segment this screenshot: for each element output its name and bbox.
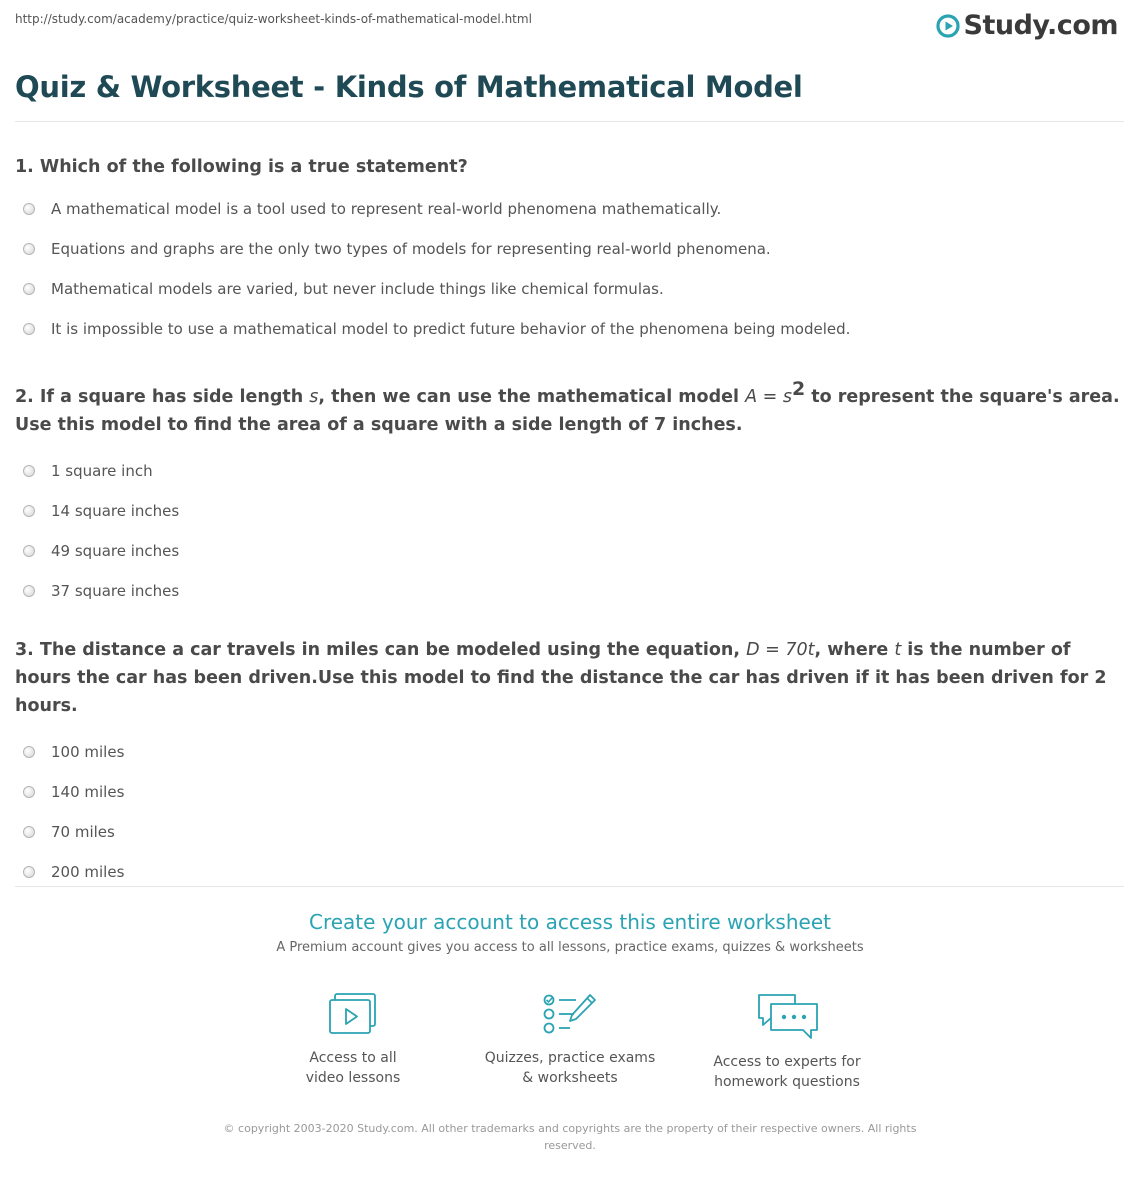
question-3 bbox=[15, 636, 1120, 892]
option-label: 37 square inches bbox=[51, 582, 180, 600]
feature-label: Access to experts for homework questions bbox=[713, 1054, 861, 1090]
radio-button[interactable] bbox=[23, 746, 35, 758]
radio-button[interactable] bbox=[23, 505, 35, 517]
variable-t: t bbox=[894, 640, 902, 660]
option-label: A mathematical model is a tool used to represent real-world phenomena mathematically. bbox=[51, 200, 722, 218]
premium-features bbox=[0, 992, 1140, 1092]
chat-bubbles-icon bbox=[755, 992, 819, 1042]
question-2-part: If a square has side length bbox=[39, 387, 310, 407]
variable-s: s bbox=[309, 387, 319, 407]
cta-divider bbox=[15, 886, 1124, 887]
answer-option[interactable] bbox=[15, 451, 1120, 491]
feature-label: Access to all video lessons bbox=[305, 1050, 401, 1086]
exponent: 2 bbox=[791, 378, 806, 401]
answer-option[interactable] bbox=[15, 531, 1120, 571]
option-label: Equations and graphs are the only two types of models for representing real-world phenomena. bbox=[51, 240, 771, 258]
question-2-number: 2. bbox=[15, 387, 34, 407]
question-3-text bbox=[15, 636, 1120, 720]
radio-button[interactable] bbox=[23, 585, 35, 597]
question-1-options bbox=[15, 189, 1120, 349]
radio-button[interactable] bbox=[23, 826, 35, 838]
answer-option[interactable] bbox=[15, 189, 1120, 229]
page-title: Quiz & Worksheet - Kinds of Mathematical Model bbox=[15, 70, 803, 104]
equals-sign: = bbox=[757, 387, 783, 407]
question-2-part: , then we can use the mathematical model bbox=[318, 387, 746, 407]
option-label: 100 miles bbox=[51, 743, 125, 761]
premium-description: A Premium account gives you access to all lessons, practice exams, quizzes & worksheets bbox=[276, 940, 864, 955]
variable-t: t bbox=[807, 640, 815, 660]
option-label: 200 miles bbox=[51, 863, 125, 881]
radio-button[interactable] bbox=[23, 545, 35, 557]
radio-button[interactable] bbox=[23, 465, 35, 477]
study-logo[interactable] bbox=[936, 10, 1118, 41]
answer-option[interactable] bbox=[15, 269, 1120, 309]
option-label: It is impossible to use a mathematical model to predict future behavior of the phenomena being modeled. bbox=[51, 320, 851, 338]
radio-button[interactable] bbox=[23, 283, 35, 295]
option-label: 70 miles bbox=[51, 823, 115, 841]
radio-button[interactable] bbox=[23, 323, 35, 335]
answer-option[interactable] bbox=[15, 571, 1120, 611]
option-label: 140 miles bbox=[51, 783, 125, 801]
question-3-number: 3. bbox=[15, 640, 34, 660]
variable-d: D bbox=[746, 640, 760, 660]
option-label: Mathematical models are varied, but never include things like chemical formulas. bbox=[51, 280, 664, 298]
top-bar bbox=[15, 10, 1118, 44]
title-divider bbox=[15, 121, 1124, 122]
feature-video-lessons bbox=[245, 992, 462, 1092]
variable-a: A bbox=[745, 387, 758, 407]
question-2-part: to represent the square's area. Use this model to find the area of a square with a side length of 7 inches. bbox=[15, 387, 1120, 435]
question-3-part: is the number of hours the car has been driven.Use this model to find the distance the car has driven if it has been driven for 2 hours. bbox=[15, 640, 1107, 716]
play-circle-icon bbox=[936, 14, 960, 38]
create-account-section bbox=[0, 908, 1140, 955]
question-3-options bbox=[15, 732, 1120, 892]
create-account-link[interactable]: Create your account to access this entire worksheet bbox=[309, 910, 831, 934]
feature-label: Quizzes, practice exams & worksheets bbox=[484, 1050, 656, 1086]
question-3-part: , where bbox=[814, 640, 895, 660]
feature-quizzes bbox=[462, 992, 679, 1092]
question-1-text bbox=[15, 153, 1120, 181]
video-lessons-icon bbox=[327, 992, 379, 1038]
question-2-text bbox=[15, 378, 1120, 439]
question-2-options bbox=[15, 451, 1120, 611]
option-label: 49 square inches bbox=[51, 542, 180, 560]
copyright-notice: © copyright 2003-2020 Study.com. All other trademarks and copyrights are the property of their respective owners. All rights reserved. bbox=[223, 1122, 917, 1152]
feature-experts bbox=[679, 992, 896, 1092]
logo-text: Study.com bbox=[963, 10, 1118, 41]
option-label: 1 square inch bbox=[51, 462, 153, 480]
radio-button[interactable] bbox=[23, 243, 35, 255]
question-1-number: 1. bbox=[15, 157, 34, 177]
question-2 bbox=[15, 378, 1120, 611]
radio-button[interactable] bbox=[23, 786, 35, 798]
option-label: 14 square inches bbox=[51, 502, 180, 520]
radio-button[interactable] bbox=[23, 866, 35, 878]
answer-option[interactable] bbox=[15, 309, 1120, 349]
question-1-body: Which of the following is a true statement? bbox=[39, 157, 468, 177]
question-1 bbox=[15, 153, 1120, 349]
answer-option[interactable] bbox=[15, 772, 1120, 812]
radio-button[interactable] bbox=[23, 203, 35, 215]
answer-option[interactable] bbox=[15, 229, 1120, 269]
quiz-checklist-icon bbox=[542, 992, 598, 1038]
answer-option[interactable] bbox=[15, 491, 1120, 531]
question-3-part: The distance a car travels in miles can be modeled using the equation, bbox=[39, 640, 747, 660]
variable-s: s bbox=[782, 387, 792, 407]
page-url: http://study.com/academy/practice/quiz-worksheet-kinds-of-mathematical-model.html bbox=[15, 12, 532, 26]
answer-option[interactable] bbox=[15, 812, 1120, 852]
equation-constant: = 70 bbox=[759, 640, 808, 660]
answer-option[interactable] bbox=[15, 732, 1120, 772]
